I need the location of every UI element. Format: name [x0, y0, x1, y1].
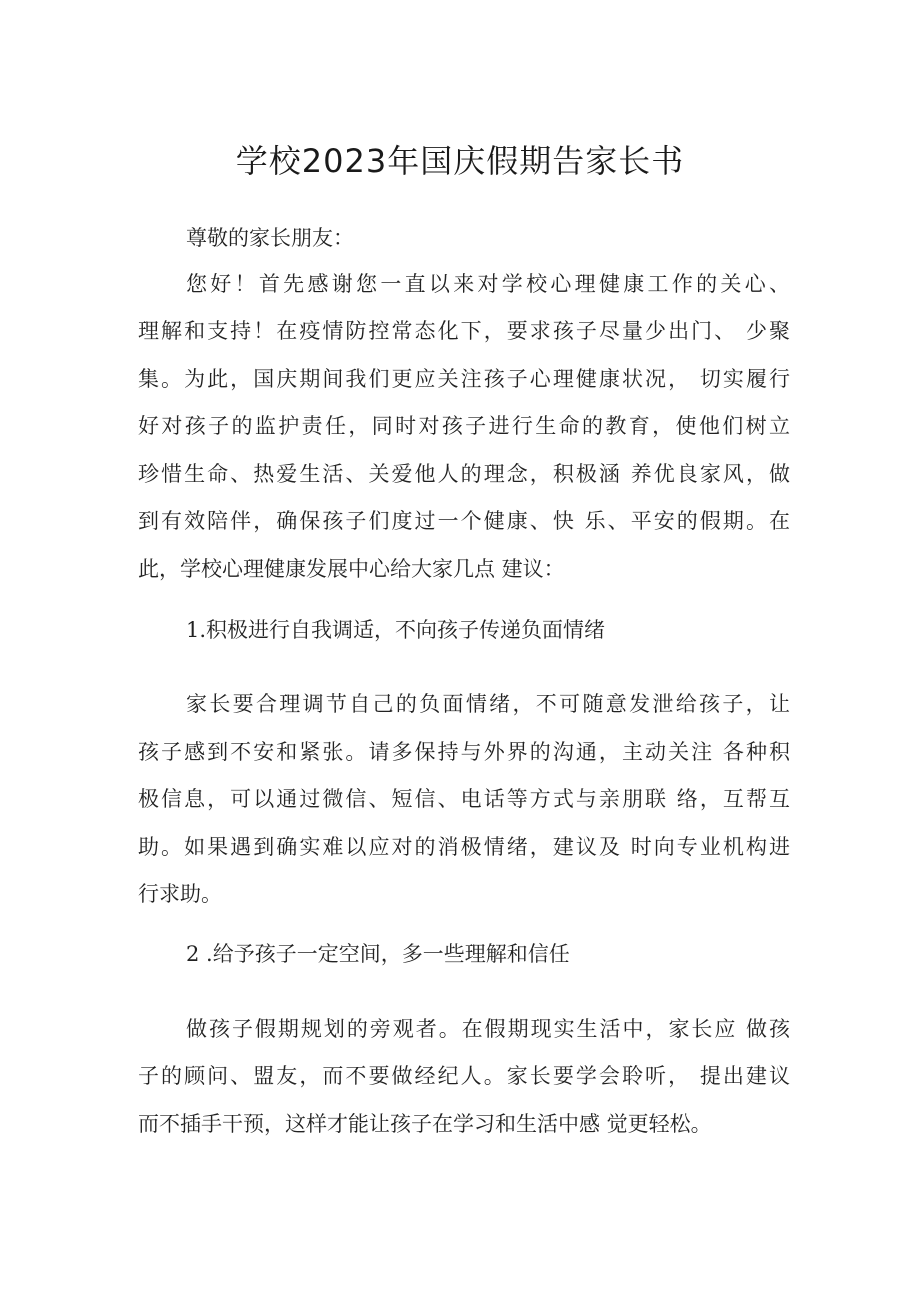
section-2-line-2: 子的顾问、盟友，而不要做经纪人。家长要学会聆听， 提出建议 [138, 1064, 790, 1088]
intro-line-4: 好对孩子的监护责任，同时对孩子进行生命的教育，使他们树立 [138, 414, 790, 438]
intro-line-7: 此，学校心理健康发展中心给大家几点 建议： [138, 557, 565, 581]
section-1-line-3: 极信息，可以通过微信、短信、电话等方式与亲朋联 络，互帮互 [138, 787, 790, 811]
section-1-line-5: 行求助。 [138, 882, 222, 906]
section-2-heading: 2 .给予孩子一定空间，多一些理解和信任 [186, 942, 570, 966]
section-1-line-4: 助。如果遇到确实难以应对的消极情绪，建议及 时向专业机构进 [138, 835, 790, 859]
section-1-heading: 1.积极进行自我调适，不向孩子传递负面情绪 [186, 618, 606, 642]
intro-line-5: 珍惜生命、热爱生活、关爱他人的理念，积极涵 养优良家风，做 [138, 462, 790, 486]
section-2-line-1: 做孩子假期规划的旁观者。在假期现实生活中，家长应 做孩 [186, 1017, 790, 1041]
intro-line-2: 理解和支持！在疫情防控常态化下，要求孩子尽量少出门、 少聚 [138, 319, 790, 343]
document-title: 学校2023年国庆假期告家长书 [235, 142, 685, 180]
intro-line-3: 集。为此，国庆期间我们更应关注孩子心理健康状况， 切实履行 [138, 367, 790, 391]
intro-line-1: 您好！首先感谢您一直以来对学校心理健康工作的关心、 [186, 272, 790, 296]
intro-line-6: 到有效陪伴，确保孩子们度过一个健康、快 乐、平安的假期。在 [138, 509, 790, 533]
section-2-line-3: 而不插手干预，这样才能让孩子在学习和生活中感 觉更轻松。 [138, 1112, 712, 1136]
salutation: 尊敬的家长朋友： [186, 226, 354, 250]
section-1-line-1: 家长要合理调节自己的负面情绪，不可随意发泄给孩子，让 [186, 692, 790, 716]
section-1-line-2: 孩子感到不安和紧张。请多保持与外界的沟通，主动关注 各种积 [138, 740, 790, 764]
